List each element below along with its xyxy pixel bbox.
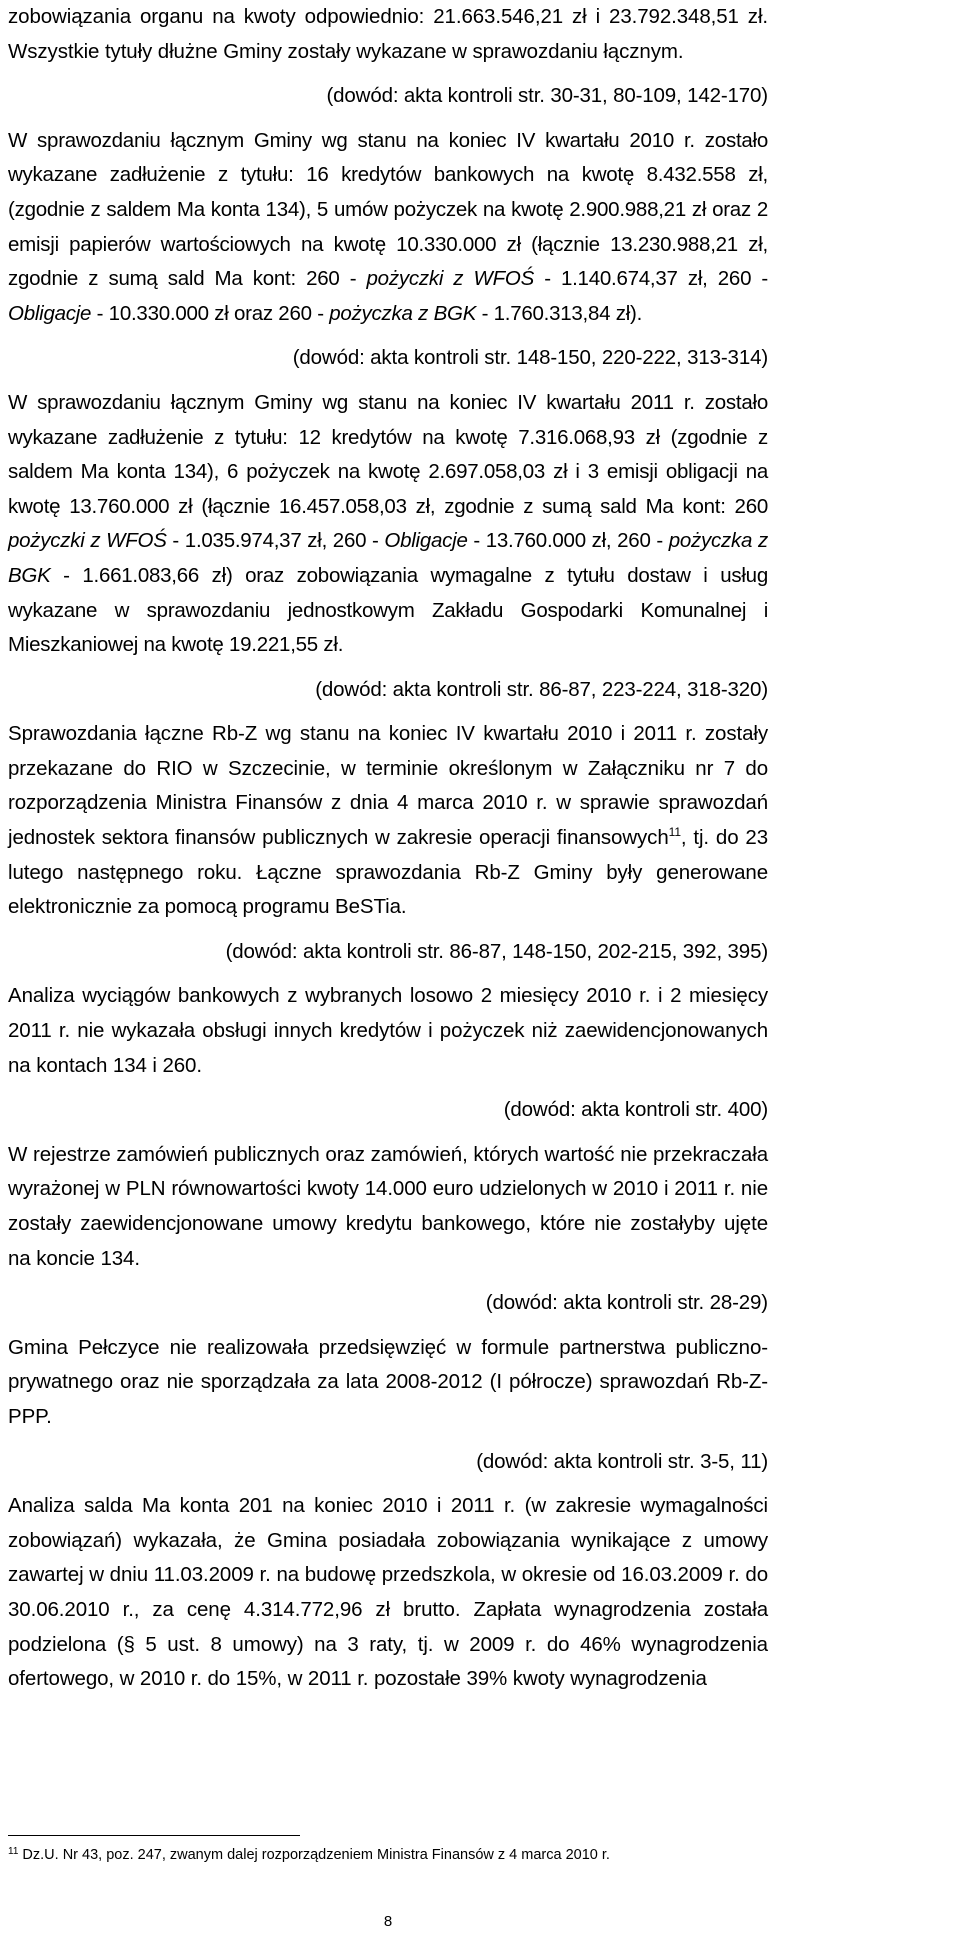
- text-segment: W sprawozdaniu łącznym Gminy wg stanu na koniec IV kwartału 2011 r. zostało wykazane zadłużenie z tytułu: 12 kredytów na kwotę 7.316.068,93 zł (zgodnie z saldem Ma konta 134), 6 pożyczek na kwotę 2.697.058,03 zł i 3 emisji obligacji na kwotę 13.760.000 zł (łącznie 16.457.058,03 zł, zgodnie z sumą sald Ma kont: 260: [8, 390, 768, 518]
- footnote: [8, 1846, 768, 1864]
- footnote-marker: 11: [668, 825, 681, 840]
- evidence-reference: (dowód: akta kontroli str. 148-150, 220-222, 313-314): [292, 346, 768, 370]
- document-body: [8, 0, 768, 1697]
- paragraph-public-procurement: W rejestrze zamówień publicznych oraz zamówień, których wartość nie przekraczała wyrażonej w PLN równowartości kwoty 14.000 euro udzielonych w 2010 i 2011 r. nie zostały zaewidencjonowane umowy kredytu bankowego, które nie zostałyby ujęte na koncie 134.: [8, 1142, 768, 1270]
- text-segment: - 1.140.674,37 zł, 260 -: [534, 267, 769, 291]
- footnote-text: Dz.U. Nr 43, poz. 247, zwanym dalej rozporządzeniem Ministra Finansów z 4 marca 2010 r.: [18, 1847, 610, 1863]
- text-segment: - 1.760.313,84 zł).: [476, 301, 643, 325]
- paragraph-debt-2010: [8, 124, 768, 332]
- italic-term: pożyczki z WFOŚ: [366, 267, 534, 291]
- evidence-reference: (dowód: akta kontroli str. 86-87, 148-150, 202-215, 392, 395): [225, 939, 768, 963]
- text-segment: - 1.661.083,66 zł) oraz zobowiązania wymagalne z tytułu dostaw i usług wykazane w sprawozdaniu jednostkowym Zakładu Gospodarki Komunalnej i Mieszkaniowej na kwotę 19.221,55 zł.: [8, 563, 768, 657]
- evidence-reference: (dowód: akta kontroli str. 3-5, 11): [476, 1449, 768, 1473]
- paragraph-account-201: Analiza salda Ma konta 201 na koniec 2010 i 2011 r. (w zakresie wymagalności zobowiązań) wykazała, że Gmina posiadała zobowiązania wynikające z umowy zawartej w dniu 11.03.2009 r. na budowę przedszkola, w okresie od 16.03.2009 r. do 30.06.2010 r., za cenę 4.314.772,96 zł brutto. Zapłata wynagrodzenia została podzielona (§ 5 ust. 8 umowy) na 3 raty, tj. w 2009 r. do 46% wynagrodzenia ofertowego, w 2010 r. do 15%, w 2011 r. pozostałe 39% kwoty wynagrodzenia: [8, 1494, 768, 1691]
- text-segment: - 1.035.974,37 zł, 260 -: [166, 529, 385, 553]
- text-segment: W sprawozdaniu łącznym Gminy wg stanu na koniec IV kwartału 2010 r. zostało wykazane zadłużenie z tytułu: 16 kredytów bankowych na kwotę 8.432.558 zł, (zgodnie z saldem Ma konta 134), 5 umów pożyczek na kwotę 2.900.988,21 zł oraz 2 emisji papierów wartościowych na kwotę 10.330.000 zł (łącznie 13.230.988,21 zł, zgodnie z sumą sald Ma kont: 260 -: [8, 128, 768, 291]
- evidence-reference: (dowód: akta kontroli str. 86-87, 223-224, 318-320): [315, 677, 768, 701]
- page-number: 8: [383, 1913, 393, 1930]
- text-segment: - 10.330.000 zł oraz 260 -: [91, 301, 330, 325]
- text-segment: Sprawozdania łączne Rb-Z wg stanu na koniec IV kwartału 2010 i 2011 r. zostały przekazane do RIO w Szczecinie, w terminie określonym w Załączniku nr 7 do rozporządzenia Ministra Finansów z dnia 4 marca 2010 r. w sprawie sprawozdań jednostek sektora finansów publicznych w zakresie operacji finansowych: [8, 722, 768, 850]
- italic-term: Obligacje: [8, 301, 92, 325]
- evidence-reference: (dowód: akta kontroli str. 28-29): [485, 1291, 768, 1315]
- text-segment: , tj. do 23 lutego następnego roku. Łączne sprawozdania Rb-Z Gminy były generowane elektronicznie za pomocą programu BeSTia.: [8, 826, 769, 919]
- paragraph-debt-2011: [8, 386, 768, 663]
- paragraph-rbz-reports: [8, 717, 768, 925]
- evidence-reference: (dowód: akta kontroli str. 400): [503, 1098, 768, 1122]
- italic-term: pożyczka z BGK: [8, 529, 768, 587]
- paragraph-bank-statements: Analiza wyciągów bankowych z wybranych losowo 2 miesięcy 2010 r. i 2 miesięcy 2011 r. nie wykazała obsługi innych kredytów i pożyczek niż zaewidencjonowanych na kontach 134 i 260.: [8, 984, 768, 1077]
- paragraph-liabilities-summary: zobowiązania organu na kwoty odpowiednio: 21.663.546,21 zł i 23.792.348,51 zł. Wszystkie tytuły dłużne Gminy zostały wykazane w sprawozdaniu łącznym.: [8, 5, 768, 63]
- paragraph-ppp: Gmina Pełczyce nie realizowała przedsięwzięć w formule partnerstwa publiczno-prywatnego oraz nie sporządzała za lata 2008-2012 (I półrocze) sprawozdań Rb-Z-PPP.: [8, 1335, 768, 1428]
- italic-term: Obligacje: [384, 529, 468, 553]
- footnote-separator: [8, 1835, 300, 1836]
- footnote-number: 11: [8, 1846, 19, 1857]
- italic-term: pożyczki z WFOŚ: [8, 529, 167, 553]
- italic-term: pożyczka z BGK: [329, 301, 477, 325]
- text-segment: - 13.760.000 zł, 260 -: [467, 529, 669, 553]
- evidence-reference: (dowód: akta kontroli str. 30-31, 80-109, 142-170): [326, 84, 768, 108]
